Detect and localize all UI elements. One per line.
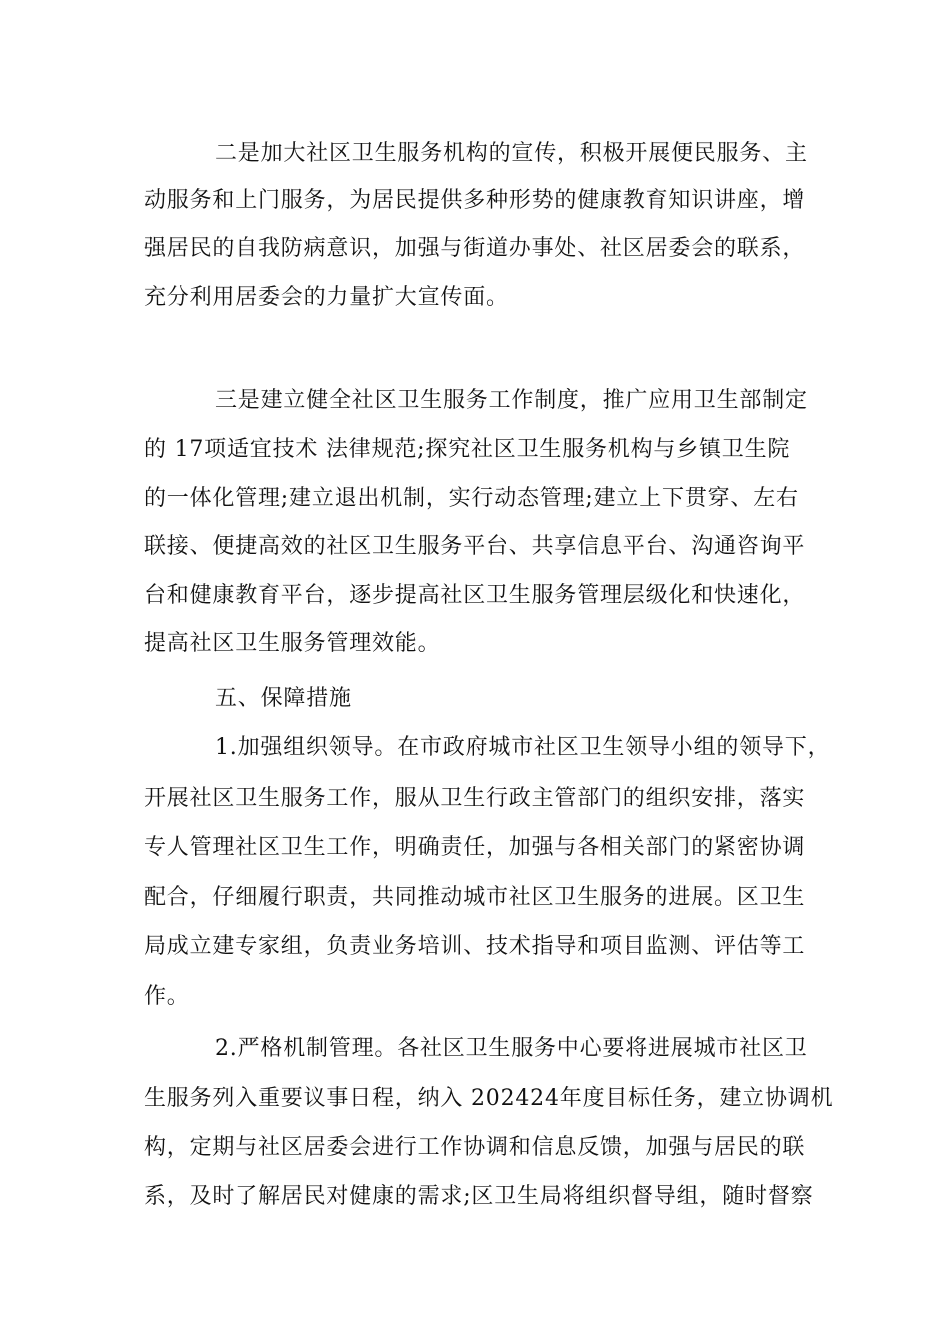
paragraph-1-line-4: 充分利用居委会的力量扩大宣传面。 [144, 285, 509, 310]
paragraph-3-line-6: 作。 [144, 984, 190, 1009]
paragraph-3-line-2: 开展社区卫生服务工作，服从卫生行政主管部门的组织安排，落实 [144, 786, 806, 811]
paragraph-3-line-5: 局成立建专家组，负责业务培训、技术指导和项目监测、评估等工 [144, 934, 806, 959]
paragraph-1-line-3: 强居民的自我防病意识，加强与街道办事处、社区居委会的联系， [144, 236, 806, 261]
paragraph-4-line-4: 系，及时了解居民对健康的需求;区卫生局将组织督导组，随时督察 [144, 1184, 814, 1209]
paragraph-2-line-3: 的一体化管理;建立退出机制，实行动态管理;建立上下贯穿、左右 [144, 486, 799, 511]
paragraph-3-line-3: 专人管理社区卫生工作，明确责任，加强与各相关部门的紧密协调 [144, 835, 806, 860]
paragraph-2-line-2: 的 17项适宜技术 法律规范;探究社区卫生服务机构与乡镇卫生院 [144, 437, 791, 462]
paragraph-3-line-4: 配合，仔细履行职责，共同推动城市社区卫生服务的进展。区卫生 [144, 885, 806, 910]
paragraph-4-line-1: 2.严格机制管理。各社区卫生服务中心要将进展城市社区卫 [215, 1036, 808, 1061]
paragraph-2-line-1: 三是建立健全社区卫生服务工作制度，推广应用卫生部制定 [215, 388, 808, 413]
paragraph-2-line-4: 联接、便捷高效的社区卫生服务平台、共享信息平台、沟通咨询平 [144, 534, 806, 559]
paragraph-1-line-2: 动服务和上门服务，为居民提供多种形势的健康教育知识讲座，增 [144, 188, 806, 213]
paragraph-2-line-6: 提高社区卫生服务管理效能。 [144, 631, 441, 656]
section-heading: 五、保障措施 [215, 686, 352, 711]
paragraph-3-line-1: 1.加强组织领导。在市政府城市社区卫生领导小组的领导下， [215, 735, 831, 760]
paragraph-2-line-5: 台和健康教育平台，逐步提高社区卫生服务管理层级化和快速化， [144, 583, 806, 608]
paragraph-1-line-1: 二是加大社区卫生服务机构的宣传，积极开展便民服务、主 [215, 141, 808, 166]
paragraph-4-line-2: 生服务列入重要议事日程，纳入 202424年度目标任务，建立协调机 [144, 1086, 834, 1111]
paragraph-4-line-3: 构，定期与社区居委会进行工作协调和信息反馈，加强与居民的联 [144, 1135, 806, 1160]
